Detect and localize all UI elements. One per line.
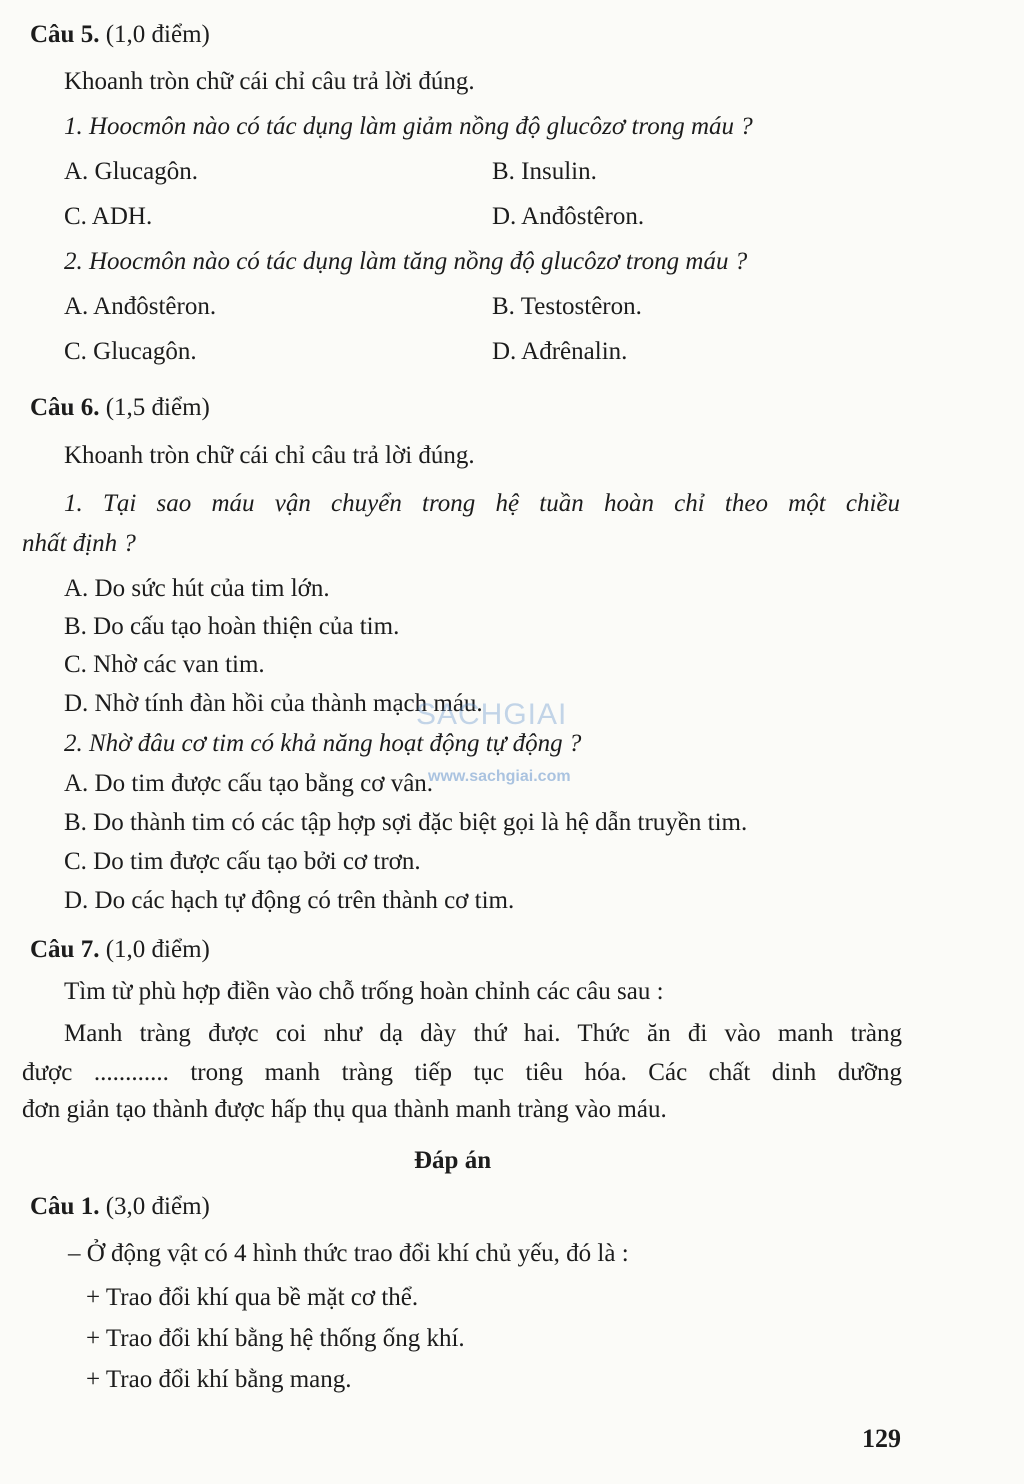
q6-q1-option-c: C. Nhờ các van tim. xyxy=(64,651,265,678)
q5-q2-option-a: A. Anđôstêron. xyxy=(64,293,217,320)
page-number: 129 xyxy=(862,1424,901,1453)
watermark-logo: SACHGIAI xyxy=(416,698,568,731)
q5-q1-row-1 xyxy=(64,157,964,187)
q5-heading: Câu 5. (1,0 điểm) xyxy=(30,21,210,48)
q6-heading: Câu 6. (1,5 điểm) xyxy=(30,394,210,421)
q6-question-1-line-1: 1. Tại sao máu vận chuyển trong hệ tuần hoàn chỉ theo một chiều xyxy=(64,490,900,517)
q6-q1-option-b: B. Do cấu tạo hoàn thiện của tim. xyxy=(64,613,400,640)
q6-q2-option-c: C. Do tim được cấu tạo bởi cơ trơn. xyxy=(64,848,421,875)
answer-1-intro: – Ở động vật có 4 hình thức trao đổi khí chủ yếu, đó là : xyxy=(68,1240,629,1267)
q5-q1-option-a: A. Glucagôn. xyxy=(64,158,198,185)
q5-q2-option-d: D. Ađrênalin. xyxy=(492,338,628,365)
q7-heading: Câu 7. (1,0 điểm) xyxy=(30,936,210,963)
watermark-url: www.sachgiai.com xyxy=(428,768,571,785)
q5-q1-option-d: D. Anđôstêron. xyxy=(492,203,645,230)
q6-instruction: Khoanh tròn chữ cái chỉ câu trả lời đúng. xyxy=(64,442,475,469)
answer-1-item-1: + Trao đổi khí qua bề mặt cơ thể. xyxy=(86,1284,419,1311)
q7-paragraph-line-2: được ............ trong manh tràng tiếp tục tiêu hóa. Các chất dinh dưỡng xyxy=(22,1059,902,1086)
q5-q1-option-c: C. ADH. xyxy=(64,203,153,230)
answer-1-item-2: + Trao đổi khí bằng hệ thống ống khí. xyxy=(86,1325,465,1352)
answers-title: Đáp án xyxy=(414,1147,492,1174)
q7-instruction: Tìm từ phù hợp điền vào chỗ trống hoàn chỉnh các câu sau : xyxy=(64,978,664,1005)
q5-q2-option-b: B. Testostêron. xyxy=(492,293,642,320)
q6-question-2: 2. Nhờ đâu cơ tim có khả năng hoạt động tự động ? xyxy=(64,730,582,757)
q7-paragraph-line-3: đơn giản tạo thành được hấp thụ qua thành manh tràng vào máu. xyxy=(22,1096,667,1123)
q5-instruction: Khoanh tròn chữ cái chỉ câu trả lời đúng. xyxy=(64,68,475,95)
q6-q2-option-a: A. Do tim được cấu tạo bằng cơ vân. xyxy=(64,770,434,797)
q5-q2-row-1 xyxy=(64,292,964,322)
q6-q2-option-b: B. Do thành tim có các tập hợp sợi đặc biệt gọi là hệ dẫn truyền tim. xyxy=(64,809,748,836)
q7-paragraph-line-1: Manh tràng được coi như dạ dày thứ hai. Thức ăn đi vào manh tràng xyxy=(64,1020,902,1047)
q6-q1-option-a: A. Do sức hút của tim lớn. xyxy=(64,575,330,602)
q5-q2-option-c: C. Glucagôn. xyxy=(64,338,197,365)
q5-question-2: 2. Hoocmôn nào có tác dụng làm tăng nồng độ glucôzơ trong máu ? xyxy=(64,248,748,275)
answer-1-item-3: + Trao đổi khí bằng mang. xyxy=(86,1366,352,1393)
q5-q1-row-2 xyxy=(64,202,964,232)
q6-question-1-line-2: nhất định ? xyxy=(22,530,136,557)
q5-q2-row-2 xyxy=(64,337,964,367)
q6-q1-option-d: D. Nhờ tính đàn hồi của thành mạch máu. xyxy=(64,690,483,717)
q5-question-1: 1. Hoocmôn nào có tác dụng làm giảm nồng độ glucôzơ trong máu ? xyxy=(64,113,753,140)
q5-q1-option-b: B. Insulin. xyxy=(492,158,597,185)
answer-1-heading: Câu 1. (3,0 điểm) xyxy=(30,1193,210,1220)
q6-q2-option-d: D. Do các hạch tự động có trên thành cơ tim. xyxy=(64,887,515,914)
